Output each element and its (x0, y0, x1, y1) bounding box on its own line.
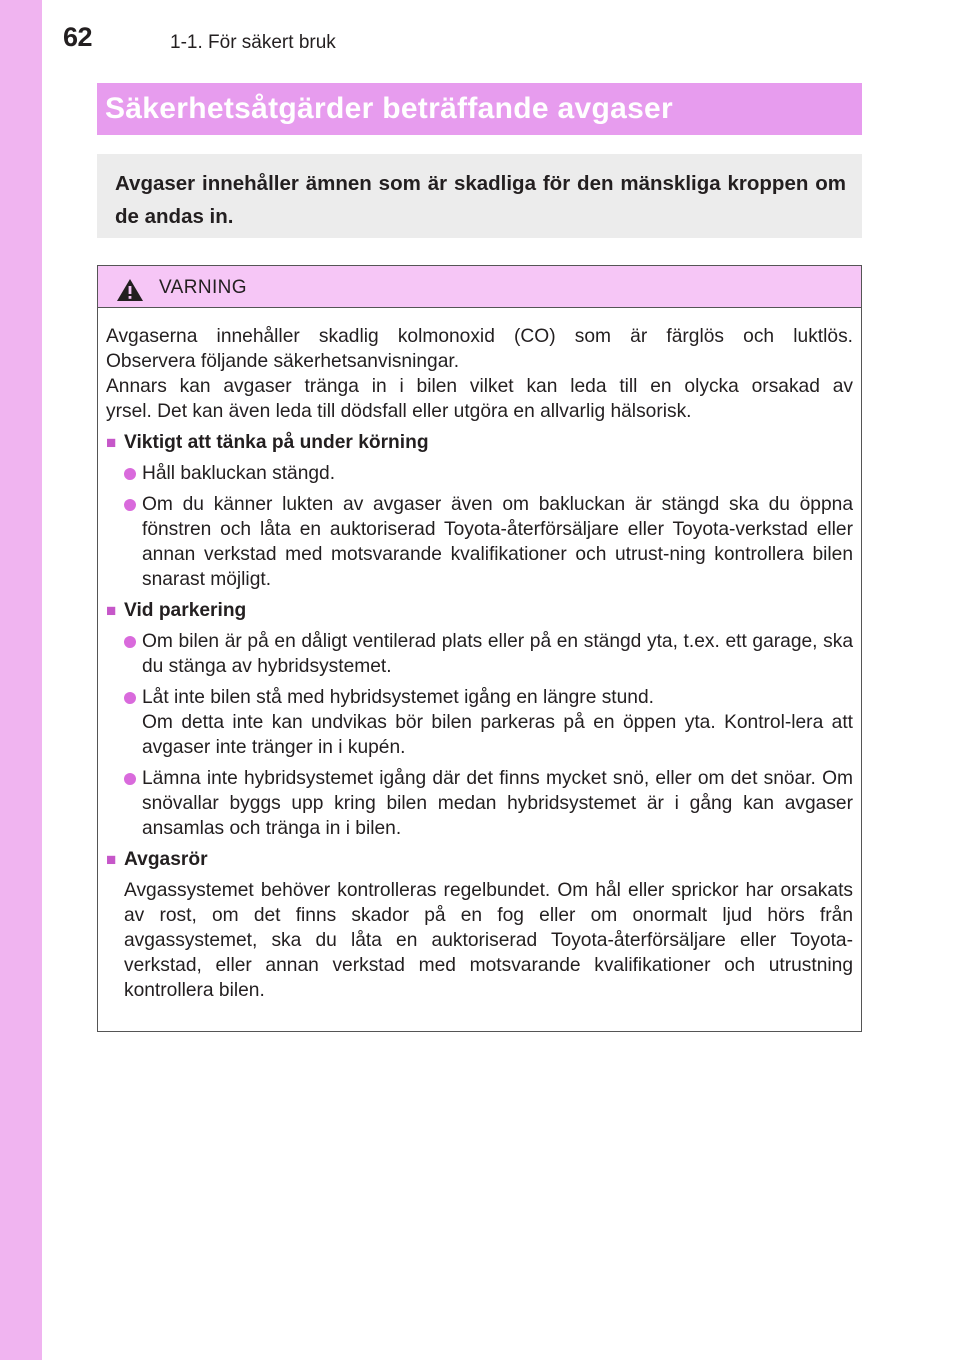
warning-intro-line: Avgaserna innehåller skadlig kolmonoxid (CO) som är färglös och luktlös. (106, 326, 853, 347)
list-item-text-group (142, 685, 853, 760)
summary-text: Avgaser innehåller ämnen som är skadliga för den mänskliga kroppen om de andas in. (115, 172, 846, 228)
summary-box (97, 154, 862, 238)
page-number: 62 (63, 22, 93, 52)
section-heading-text: Avgasrör (124, 849, 208, 870)
title-band (97, 83, 862, 135)
section-paragraph: Avgassystemet behöver kontrolleras regelbundet. Om hål eller sprickor har orsakats av rost, om det finns skador på en fog eller om onormalt ljud hörs från avgassystemet, ska du låta en auktoriserad Toyota-återförsäljare eller Toyota-verkstad, eller annan verkstad med motsvarande kvalifikationer och utrustning kontrollera bilen. (124, 880, 853, 1001)
round-bullet-icon (124, 692, 136, 704)
warning-intro-line: yrsel. Det kan även leda till dödsfall eller utgöra en allvarlig hälsorisk. (106, 401, 692, 422)
warning-intro-line: Annars kan avgaser tränga in i bilen vilket kan leda till en olycka orsakad av (106, 376, 853, 397)
warning-intro-line: Observera följande säkerhetsanvisningar. (106, 351, 460, 372)
page-title: Säkerhetsåtgärder beträffande avgaser (105, 92, 674, 125)
list-item-text: Lämna inte hybridsystemet igång där det finns mycket snö, eller om det snöar. Om snövallar byggs upp kring bilen medan hybridsystemet är i gång kan avgaser ansamlas och tränga in i bilen. (142, 768, 853, 839)
list-item (106, 766, 853, 841)
warning-body (98, 308, 861, 1003)
square-bullet-icon: ■ (106, 850, 117, 869)
square-bullet-icon: ■ (106, 601, 117, 620)
list-item (106, 685, 853, 760)
warning-box (97, 265, 862, 1032)
list-item-text: Låt inte bilen stå med hybridsystemet igång en längre stund. (142, 687, 654, 708)
section-heading-text: Viktigt att tänka på under körning (124, 432, 429, 453)
list-item (106, 629, 853, 679)
section-heading (106, 847, 853, 872)
section-heading (106, 598, 853, 623)
round-bullet-icon (124, 499, 136, 511)
section-label: 1-1. För säkert bruk (170, 32, 336, 53)
round-bullet-icon (124, 636, 136, 648)
list-item-text: Om bilen är på en dåligt ventilerad plats eller på en stängd yta, t.ex. ett garage, ska du stänga av hybridsystemet. (142, 631, 853, 677)
section-heading-text: Vid parkering (124, 600, 247, 621)
square-bullet-icon: ■ (106, 433, 117, 452)
warning-header (98, 266, 861, 308)
list-item-text: Om du känner lukten av avgaser även om bakluckan är stängd ska du öppna fönstren och låta en auktoriserad Toyota-återförsäljare eller Toyota-verkstad eller annan verkstad med motsvarande kvalifikationer och utrust-ning kontrollera bilen snarast möjligt. (142, 494, 853, 590)
round-bullet-icon (124, 773, 136, 785)
list-item-text: Håll bakluckan stängd. (142, 463, 336, 484)
section-heading (106, 430, 853, 455)
list-item-subtext: Om detta inte kan undvikas bör bilen parkeras på en öppen yta. Kontrol-lera att avgaser inte tränger in i kupén. (142, 712, 853, 758)
warning-label: VARNING (159, 277, 247, 298)
round-bullet-icon (124, 468, 136, 480)
list-item (106, 461, 853, 486)
warning-triangle-icon (116, 278, 144, 302)
side-tab-strip (0, 0, 42, 1360)
list-item (106, 492, 853, 592)
